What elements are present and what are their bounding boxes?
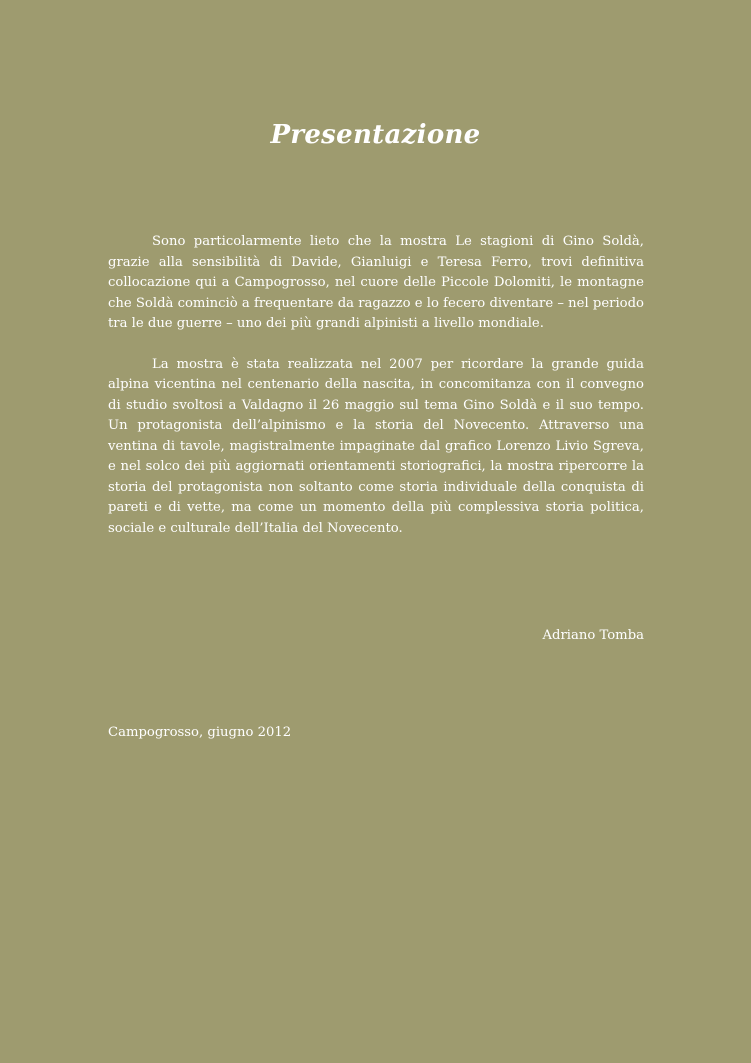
place-date: Campogrosso, giugno 2012 [108,725,292,740]
author-signature: Adriano Tomba [542,628,644,643]
paragraph-1: Sono particolarmente lieto che la mostra Le stagioni di Gino Soldà, grazie alla sensibilità di Davide, Gianluigi e Teresa Ferro, trovi definitiva collocazione qui a Campogrosso, nel cuore delle Piccole Dolomiti, le montagne che Soldà cominciò a frequentare da ragazzo e lo fecero diventare – nel periodo tra le due guerre – uno dei più grandi alpinisti a livello mondiale. [108,234,644,331]
page-title: Presentazione [270,120,481,151]
body-text [108,232,644,559]
paragraph-2: La mostra è stata realizzata nel 2007 per ricordare la grande guida alpina vicentina nel centenario della nascita, in concomitanza con il convegno di studio svoltosi a Valdagno il 26 maggio sul tema Gino Soldà e il suo tempo. Un protagonista dell’alpinismo e la storia del Novecento. Attraverso una ventina di tavole, magistralmente impaginate dal grafico Lorenzo Livio Sgreva, e nel solco dei più aggiornati orientamenti storiografici, la mostra ripercorre la storia del protagonista non soltanto come storia individuale della conquista di pareti e di vette, ma come un momento della più complessiva storia politica, sociale e culturale dell’Italia del Novecento. [108,356,644,536]
